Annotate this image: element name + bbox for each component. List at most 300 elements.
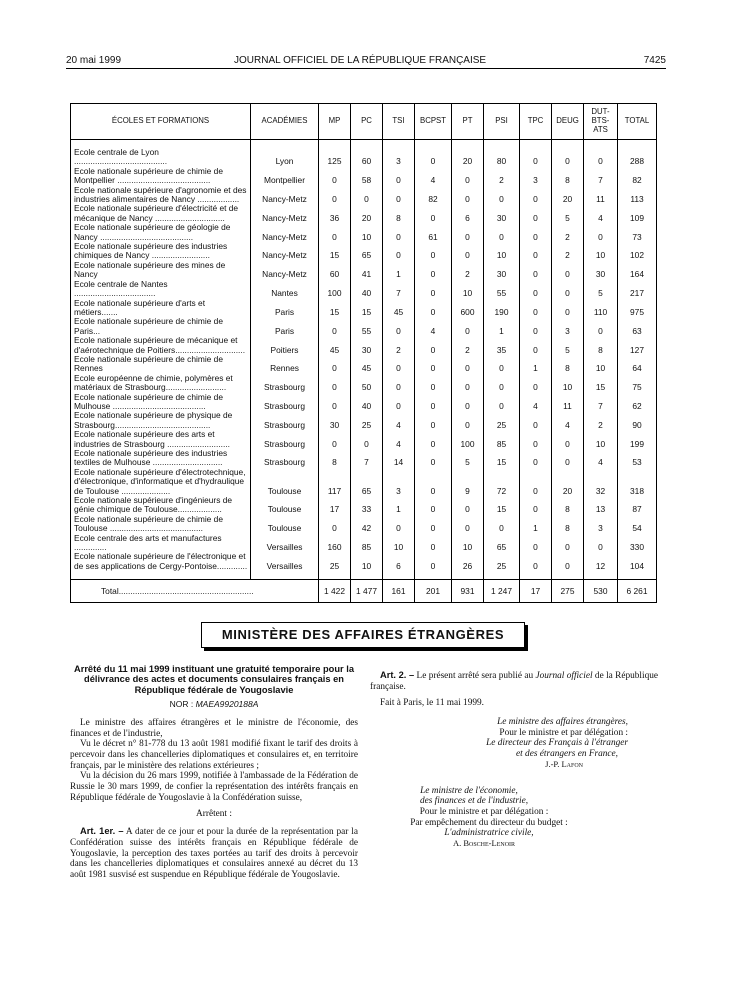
- value-cell: 15: [319, 242, 351, 261]
- column-header: DEUG: [552, 104, 584, 140]
- value-cell: 0: [415, 148, 452, 167]
- signature-2-title-b: des finances et de l'industrie,: [419, 796, 529, 807]
- value-cell: 2: [452, 336, 484, 355]
- article-2-label: Art. 2. –: [380, 670, 415, 680]
- value-cell: 0: [520, 430, 552, 449]
- value-cell: 127: [618, 336, 657, 355]
- value-cell: 15: [584, 374, 618, 393]
- table-row: [71, 449, 657, 468]
- total-cell: 201: [415, 580, 452, 603]
- value-cell: 0: [452, 355, 484, 374]
- value-cell: 0: [452, 317, 484, 336]
- value-cell: 61: [415, 223, 452, 242]
- value-cell: 0: [452, 223, 484, 242]
- value-cell: 12: [584, 552, 618, 571]
- total-cell: 931: [452, 580, 484, 603]
- value-cell: 0: [319, 374, 351, 393]
- value-cell: 45: [319, 336, 351, 355]
- value-cell: 100: [452, 430, 484, 449]
- value-cell: 50: [351, 374, 383, 393]
- value-cell: 85: [484, 430, 520, 449]
- school-name: Ecole nationale supérieure de géologie de Nancy ........................................: [71, 223, 251, 242]
- value-cell: 160: [319, 534, 351, 553]
- value-cell: 20: [552, 186, 584, 205]
- value-cell: 0: [484, 186, 520, 205]
- value-cell: 0: [520, 468, 552, 496]
- value-cell: 10: [383, 534, 415, 553]
- value-cell: 7: [383, 280, 415, 299]
- value-cell: 65: [484, 534, 520, 553]
- table-row: [71, 299, 657, 318]
- value-cell: 62: [618, 393, 657, 412]
- value-cell: 975: [618, 299, 657, 318]
- value-cell: 15: [319, 299, 351, 318]
- school-name: Ecole nationale supérieure de chimie de Montpellier ........................................: [71, 167, 251, 186]
- academie-cell: Strasbourg: [251, 449, 319, 468]
- value-cell: 0: [452, 242, 484, 261]
- value-cell: 0: [520, 449, 552, 468]
- value-cell: 0: [552, 430, 584, 449]
- value-cell: 26: [452, 552, 484, 571]
- value-cell: 2: [552, 223, 584, 242]
- value-cell: 30: [484, 261, 520, 280]
- value-cell: 125: [319, 148, 351, 167]
- value-cell: 8: [552, 496, 584, 515]
- column-header: TOTAL: [618, 104, 657, 140]
- signature-2-empechement: Par empêchement du directeur du budget :: [410, 817, 568, 828]
- value-cell: 0: [383, 167, 415, 186]
- value-cell: 3: [584, 515, 618, 534]
- school-name: Ecole nationale supérieure d'ingénieurs de génie chimique de Toulouse...................: [71, 496, 251, 515]
- value-cell: 288: [618, 148, 657, 167]
- value-cell: 0: [383, 242, 415, 261]
- arrete-title: Arrêté du 11 mai 1999 instituant une gratuité temporaire pour la délivrance des actes et documents consulaires français en République fédérale de Yougoslavie: [73, 664, 354, 695]
- value-cell: 32: [584, 468, 618, 496]
- total-row: [71, 580, 657, 603]
- value-cell: 330: [618, 534, 657, 553]
- table-row: [71, 317, 657, 336]
- value-cell: 10: [452, 280, 484, 299]
- value-cell: 0: [383, 393, 415, 412]
- nor-line: [70, 700, 358, 710]
- value-cell: 199: [618, 430, 657, 449]
- school-name: Ecole centrale de Lyon ........................................: [71, 148, 251, 167]
- school-name: Ecole nationale supérieure de chimie de Mulhouse ........................................: [71, 393, 251, 412]
- value-cell: 4: [383, 411, 415, 430]
- value-cell: 4: [415, 167, 452, 186]
- school-name: Ecole nationale supérieure des industries textiles de Mulhouse ..............................: [71, 449, 251, 468]
- academie-cell: Nancy-Metz: [251, 204, 319, 223]
- value-cell: 0: [520, 186, 552, 205]
- value-cell: 3: [383, 148, 415, 167]
- article-2-journal: Journal officiel: [535, 671, 593, 681]
- table-row: [71, 552, 657, 571]
- value-cell: 20: [552, 468, 584, 496]
- table-row: [71, 534, 657, 553]
- value-cell: 0: [319, 355, 351, 374]
- value-cell: 45: [383, 299, 415, 318]
- value-cell: 85: [351, 534, 383, 553]
- value-cell: 0: [383, 374, 415, 393]
- total-cell: 1 422: [319, 580, 351, 603]
- value-cell: 0: [383, 186, 415, 205]
- value-cell: 3: [552, 317, 584, 336]
- value-cell: 17: [319, 496, 351, 515]
- academie-cell: Strasbourg: [251, 430, 319, 449]
- value-cell: 0: [552, 552, 584, 571]
- value-cell: 0: [415, 515, 452, 534]
- academie-cell: Nancy-Metz: [251, 223, 319, 242]
- value-cell: 0: [351, 186, 383, 205]
- value-cell: 0: [520, 496, 552, 515]
- value-cell: 75: [618, 374, 657, 393]
- school-name: Ecole nationale supérieure de chimie de Paris...: [71, 317, 251, 336]
- schools-table: [70, 103, 657, 603]
- right-column: [370, 664, 658, 849]
- signature-2-name: A. Bosche-Lenoir: [452, 838, 516, 849]
- value-cell: 0: [520, 317, 552, 336]
- value-cell: 25: [319, 552, 351, 571]
- column-header: DUT-BTS-ATS: [584, 104, 618, 140]
- value-cell: 10: [584, 355, 618, 374]
- value-cell: 65: [351, 468, 383, 496]
- value-cell: 0: [484, 355, 520, 374]
- value-cell: 2: [584, 411, 618, 430]
- value-cell: 25: [484, 552, 520, 571]
- value-cell: 8: [319, 449, 351, 468]
- value-cell: 0: [415, 374, 452, 393]
- table-row: [71, 430, 657, 449]
- value-cell: 54: [618, 515, 657, 534]
- value-cell: 0: [552, 280, 584, 299]
- value-cell: 10: [351, 223, 383, 242]
- signature-1-title: Le ministre des affaires étrangères,: [497, 717, 628, 728]
- value-cell: 10: [584, 430, 618, 449]
- value-cell: 0: [319, 167, 351, 186]
- article-2: [370, 670, 658, 692]
- value-cell: 11: [584, 186, 618, 205]
- value-cell: 10: [484, 242, 520, 261]
- value-cell: 0: [552, 449, 584, 468]
- value-cell: 4: [584, 449, 618, 468]
- table-row: [71, 411, 657, 430]
- value-cell: 11: [552, 393, 584, 412]
- nor-code: MAEA9920188A: [195, 699, 259, 710]
- nor-label: NOR :: [169, 699, 194, 710]
- table-row: [71, 355, 657, 374]
- table-row: [71, 374, 657, 393]
- article-1: [70, 826, 358, 880]
- value-cell: 72: [484, 468, 520, 496]
- value-cell: 90: [618, 411, 657, 430]
- school-name: Ecole nationale supérieure des mines de Nancy: [71, 261, 251, 280]
- academie-cell: Montpellier: [251, 167, 319, 186]
- total-cell: 6 261: [618, 580, 657, 603]
- fait-a-paris: Fait à Paris, le 11 mai 1999.: [380, 698, 484, 709]
- ministry-heading: MINISTÈRE DES AFFAIRES ÉTRANGÈRES: [201, 622, 525, 648]
- value-cell: 164: [618, 261, 657, 280]
- value-cell: 0: [520, 204, 552, 223]
- value-cell: 30: [319, 411, 351, 430]
- table-row: [71, 393, 657, 412]
- value-cell: 3: [383, 468, 415, 496]
- signature-1-role-a: Le directeur des Français à l'étranger: [486, 738, 628, 749]
- table-row: [71, 242, 657, 261]
- value-cell: 0: [415, 280, 452, 299]
- signature-2-title-a: Le ministre de l'économie,: [420, 785, 518, 796]
- value-cell: 4: [383, 430, 415, 449]
- value-cell: 10: [584, 242, 618, 261]
- value-cell: 0: [520, 411, 552, 430]
- signature-1-name: J.-P. Lafon: [545, 758, 583, 769]
- value-cell: 4: [552, 411, 584, 430]
- value-cell: 10: [552, 374, 584, 393]
- value-cell: 0: [415, 411, 452, 430]
- value-cell: 53: [618, 449, 657, 468]
- value-cell: 60: [351, 148, 383, 167]
- signature-2-delegation: Pour le ministre et par délégation :: [419, 806, 549, 817]
- school-name: Ecole nationale supérieure d'électrotechnique, d'électronique, d'informatique et d'hydraulique de Toulouse .....................: [71, 468, 251, 496]
- value-cell: 0: [319, 393, 351, 412]
- paragraph-vu-decret: Vu le décret n° 81-778 du 13 août 1981 modifié fixant le tarif des droits à percevoir dans les chancelleries diplomatiques et consulaires et, en territoire français, par le ministère des relations extérieures ;: [70, 739, 358, 771]
- value-cell: 0: [452, 496, 484, 515]
- signature-1-delegation: Pour le ministre et par délégation :: [499, 727, 628, 738]
- value-cell: 8: [552, 355, 584, 374]
- value-cell: 4: [520, 393, 552, 412]
- value-cell: 0: [584, 317, 618, 336]
- value-cell: 0: [415, 261, 452, 280]
- value-cell: 190: [484, 299, 520, 318]
- value-cell: 0: [415, 336, 452, 355]
- total-cell: 275: [552, 580, 584, 603]
- value-cell: 0: [415, 552, 452, 571]
- total-cell: 161: [383, 580, 415, 603]
- value-cell: 0: [452, 515, 484, 534]
- value-cell: 58: [351, 167, 383, 186]
- value-cell: 104: [618, 552, 657, 571]
- value-cell: 0: [520, 148, 552, 167]
- paragraph-ministers: Le ministre des affaires étrangères et le ministre de l'économie, des finances et de l'industrie,: [70, 717, 358, 739]
- value-cell: 7: [351, 449, 383, 468]
- value-cell: 318: [618, 468, 657, 496]
- value-cell: 6: [383, 552, 415, 571]
- value-cell: 0: [520, 261, 552, 280]
- article-1-label: Art. 1er. –: [80, 826, 124, 837]
- value-cell: 117: [319, 468, 351, 496]
- value-cell: 0: [415, 468, 452, 496]
- value-cell: 0: [484, 393, 520, 412]
- value-cell: 0: [520, 299, 552, 318]
- value-cell: 0: [484, 374, 520, 393]
- value-cell: 0: [415, 393, 452, 412]
- value-cell: 14: [383, 449, 415, 468]
- value-cell: 0: [383, 317, 415, 336]
- article-2-text-b: de la République française.: [370, 671, 658, 692]
- value-cell: 25: [351, 411, 383, 430]
- column-header: ÉCOLES ET FORMATIONS: [71, 104, 251, 140]
- column-header: MP: [319, 104, 351, 140]
- value-cell: 9: [452, 468, 484, 496]
- value-cell: 82: [415, 186, 452, 205]
- academie-cell: Poitiers: [251, 336, 319, 355]
- value-cell: 0: [319, 186, 351, 205]
- table-header-row: [71, 104, 657, 140]
- value-cell: 5: [452, 449, 484, 468]
- school-name: Ecole nationale supérieure de mécanique et d'aérotechnique de Poitiers..............................: [71, 336, 251, 355]
- value-cell: 600: [452, 299, 484, 318]
- value-cell: 1: [383, 496, 415, 515]
- value-cell: 0: [584, 148, 618, 167]
- value-cell: 0: [552, 261, 584, 280]
- value-cell: 5: [552, 336, 584, 355]
- table-row: [71, 167, 657, 186]
- value-cell: 55: [484, 280, 520, 299]
- value-cell: 0: [520, 242, 552, 261]
- value-cell: 0: [383, 355, 415, 374]
- value-cell: 109: [618, 204, 657, 223]
- value-cell: 0: [520, 336, 552, 355]
- school-name: Ecole centrale des arts et manufactures ..............: [71, 534, 251, 553]
- total-cell: 1 477: [351, 580, 383, 603]
- school-name: Ecole nationale supérieure d'agronomie et des industries alimentaires de Nancy ..................: [71, 186, 251, 205]
- value-cell: 2: [383, 336, 415, 355]
- value-cell: 60: [319, 261, 351, 280]
- academie-cell: Nancy-Metz: [251, 186, 319, 205]
- value-cell: 42: [351, 515, 383, 534]
- value-cell: 7: [584, 393, 618, 412]
- value-cell: 45: [351, 355, 383, 374]
- article-2-text-a: Le présent arrêté sera publié au: [416, 671, 536, 681]
- school-name: Ecole nationale supérieure de physique de Strasbourg.........................................: [71, 411, 251, 430]
- value-cell: 36: [319, 204, 351, 223]
- value-cell: 0: [484, 515, 520, 534]
- value-cell: 63: [618, 317, 657, 336]
- value-cell: 0: [452, 374, 484, 393]
- value-cell: 0: [584, 534, 618, 553]
- value-cell: 0: [415, 534, 452, 553]
- value-cell: 7: [584, 167, 618, 186]
- total-cell: 530: [584, 580, 618, 603]
- column-header: TSI: [383, 104, 415, 140]
- academie-cell: Versailles: [251, 552, 319, 571]
- value-cell: 0: [319, 430, 351, 449]
- value-cell: 15: [484, 449, 520, 468]
- column-header: BCPST: [415, 104, 452, 140]
- academie-cell: Toulouse: [251, 515, 319, 534]
- column-header: PSI: [484, 104, 520, 140]
- value-cell: 3: [520, 167, 552, 186]
- value-cell: 40: [351, 393, 383, 412]
- header-rule: [66, 68, 666, 69]
- academie-cell: Nancy-Metz: [251, 242, 319, 261]
- value-cell: 0: [520, 374, 552, 393]
- column-header: PC: [351, 104, 383, 140]
- total-cell: 17: [520, 580, 552, 603]
- value-cell: 73: [618, 223, 657, 242]
- value-cell: 0: [319, 515, 351, 534]
- value-cell: 1: [484, 317, 520, 336]
- value-cell: 0: [584, 223, 618, 242]
- value-cell: 8: [584, 336, 618, 355]
- value-cell: 113: [618, 186, 657, 205]
- value-cell: 0: [484, 223, 520, 242]
- school-name: Ecole nationale supérieure de l'électronique et de ses applications de Cergy-Pontoise.............: [71, 552, 251, 571]
- value-cell: 10: [452, 534, 484, 553]
- value-cell: 0: [552, 299, 584, 318]
- value-cell: 30: [351, 336, 383, 355]
- school-name: Ecole européenne de chimie, polymères et matériaux de Strasbourg..........................: [71, 374, 251, 393]
- value-cell: 1: [383, 261, 415, 280]
- value-cell: 0: [415, 242, 452, 261]
- value-cell: 20: [452, 148, 484, 167]
- value-cell: 8: [383, 204, 415, 223]
- value-cell: 0: [415, 449, 452, 468]
- value-cell: 13: [584, 496, 618, 515]
- value-cell: 0: [415, 430, 452, 449]
- value-cell: 40: [351, 280, 383, 299]
- article-1-text: A dater de ce jour et pour la durée de la représentation par la Confédération suisse des intérêts français en République fédérale de Yougoslavie, la perception des taxes portées au tarif des droits à percevoir dans les chancelleries diplomatiques et consulaires annexé au décret du 13 août 1981 susvisé est suspendue en République fédérale de Yougoslavie.: [70, 827, 358, 880]
- value-cell: 30: [584, 261, 618, 280]
- value-cell: 110: [584, 299, 618, 318]
- header-journal-title: JOURNAL OFFICIEL DE LA RÉPUBLIQUE FRANÇAISE: [234, 55, 487, 66]
- value-cell: 5: [584, 280, 618, 299]
- total-cell: 1 247: [484, 580, 520, 603]
- value-cell: 4: [584, 204, 618, 223]
- table-row: [71, 223, 657, 242]
- signature-1-role-b: et des étrangers en France,: [516, 749, 618, 760]
- school-name: Ecole nationale supérieure d'arts et métiers.......: [71, 299, 251, 318]
- header-page-number: 7425: [643, 55, 666, 66]
- table-row: [71, 148, 657, 167]
- academie-cell: Strasbourg: [251, 393, 319, 412]
- value-cell: 0: [415, 204, 452, 223]
- value-cell: 0: [520, 534, 552, 553]
- value-cell: 217: [618, 280, 657, 299]
- table-row: [71, 336, 657, 355]
- value-cell: 2: [552, 242, 584, 261]
- school-name: Ecole nationale supérieure des arts et industries de Strasbourg ...........................: [71, 430, 251, 449]
- value-cell: 0: [351, 430, 383, 449]
- signature-2-role: L'administratrice civile,: [444, 828, 534, 839]
- value-cell: 20: [351, 204, 383, 223]
- value-cell: 4: [415, 317, 452, 336]
- value-cell: 35: [484, 336, 520, 355]
- value-cell: 0: [520, 280, 552, 299]
- total-label: Total..........................................................: [71, 580, 319, 603]
- value-cell: 25: [484, 411, 520, 430]
- academie-cell: Nancy-Metz: [251, 261, 319, 280]
- value-cell: 0: [520, 223, 552, 242]
- value-cell: 64: [618, 355, 657, 374]
- value-cell: 8: [552, 515, 584, 534]
- column-header: PT: [452, 104, 484, 140]
- column-header: TPC: [520, 104, 552, 140]
- value-cell: 10: [351, 552, 383, 571]
- school-name: Ecole nationale supérieure de chimie de Rennes: [71, 355, 251, 374]
- value-cell: 0: [552, 534, 584, 553]
- value-cell: 0: [520, 552, 552, 571]
- table-row: [71, 496, 657, 515]
- value-cell: 0: [319, 223, 351, 242]
- school-name: Ecole nationale supérieure de chimie de Toulouse ........................................: [71, 515, 251, 534]
- value-cell: 1: [520, 515, 552, 534]
- value-cell: 15: [484, 496, 520, 515]
- academie-cell: Paris: [251, 299, 319, 318]
- value-cell: 0: [452, 393, 484, 412]
- value-cell: 0: [552, 148, 584, 167]
- column-header: ACADÉMIES: [251, 104, 319, 140]
- value-cell: 102: [618, 242, 657, 261]
